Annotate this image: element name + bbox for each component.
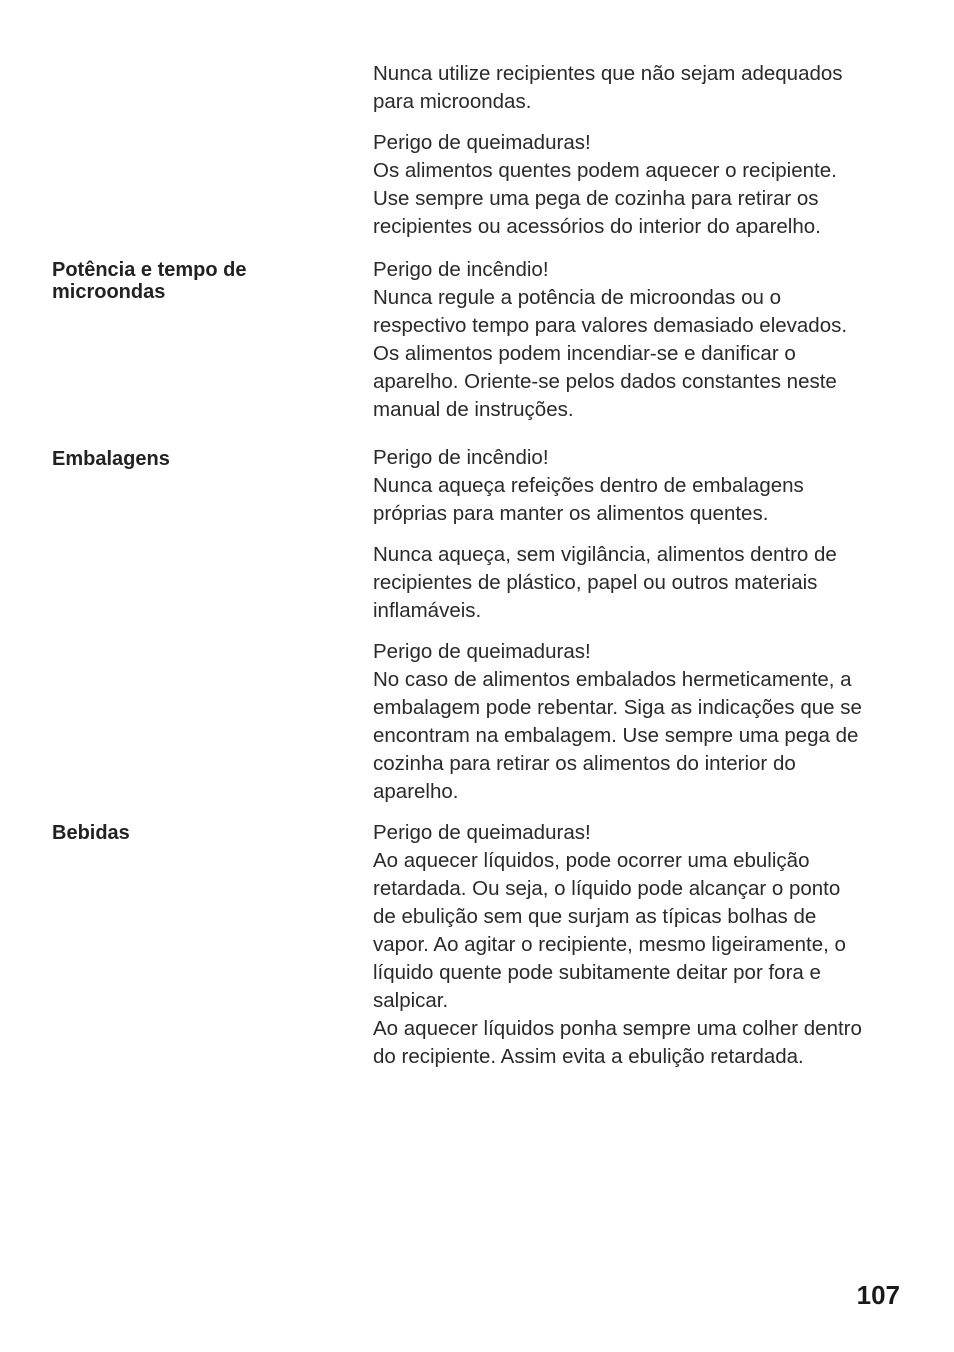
text-line: líquido quente pode subitamente deitar por fora e bbox=[373, 961, 821, 984]
text-line: encontram na embalagem. Use sempre uma pega de bbox=[373, 724, 859, 747]
text-line: Ao aquecer líquidos, pode ocorrer uma ebulição bbox=[373, 849, 810, 872]
text-line: manual de instruções. bbox=[373, 398, 574, 421]
section-paragraph bbox=[373, 638, 913, 806]
text-line: aparelho. bbox=[373, 780, 459, 803]
text-line: Nunca utilize recipientes que não sejam adequados bbox=[373, 62, 843, 85]
intro-paragraph-2 bbox=[373, 129, 913, 241]
text-line: para microondas. bbox=[373, 90, 532, 113]
text-line: aparelho. Oriente-se pelos dados constantes neste bbox=[373, 370, 837, 393]
text-line: Ao aquecer líquidos ponha sempre uma colher dentro bbox=[373, 1017, 862, 1040]
text-line: Perigo de incêndio! bbox=[373, 258, 549, 281]
text-line: Perigo de incêndio! bbox=[373, 446, 549, 469]
section-body bbox=[373, 819, 913, 1084]
text-line: respectivo tempo para valores demasiado elevados. bbox=[373, 314, 848, 337]
text-line: Nunca aqueça, sem vigilância, alimentos dentro de bbox=[373, 543, 837, 566]
text-line: recipientes ou acessórios do interior do aparelho. bbox=[373, 215, 821, 238]
text-line: do recipiente. Assim evita a ebulição retardada. bbox=[373, 1045, 804, 1068]
text-line: Use sempre uma pega de cozinha para retirar os bbox=[373, 187, 819, 210]
text-line: Os alimentos quentes podem aquecer o recipiente. bbox=[373, 159, 837, 182]
page-number: 107 bbox=[856, 1280, 900, 1310]
text-line: Perigo de queimaduras! bbox=[373, 131, 591, 154]
section-body bbox=[373, 444, 913, 819]
section-paragraph bbox=[373, 256, 913, 424]
text-line: Perigo de queimaduras! bbox=[373, 821, 591, 844]
intro-paragraph-1 bbox=[373, 60, 913, 116]
text-line: inflamáveis. bbox=[373, 599, 482, 622]
section-body bbox=[373, 256, 913, 437]
text-line: No caso de alimentos embalados hermeticamente, a bbox=[373, 668, 852, 691]
text-line: Nunca aqueça refeições dentro de embalagens bbox=[373, 474, 804, 497]
text-line: próprias para manter os alimentos quentes. bbox=[373, 502, 769, 525]
text-line: Nunca regule a potência de microondas ou o bbox=[373, 286, 781, 309]
text-line: Perigo de queimaduras! bbox=[373, 640, 591, 663]
section-label: Potência e tempo de microondas bbox=[52, 259, 247, 303]
text-line: de ebulição sem que surjam as típicas bolhas de bbox=[373, 905, 817, 928]
text-line: Os alimentos podem incendiar-se e danificar o bbox=[373, 342, 796, 365]
section-label: Bebidas bbox=[52, 822, 130, 844]
text-line: retardada. Ou seja, o líquido pode alcançar o ponto bbox=[373, 877, 841, 900]
section-paragraph bbox=[373, 444, 913, 528]
text-line: cozinha para retirar os alimentos do interior do bbox=[373, 752, 796, 775]
text-line: vapor. Ao agitar o recipiente, mesmo ligeiramente, o bbox=[373, 933, 846, 956]
section-label: Embalagens bbox=[52, 448, 170, 470]
section-paragraph bbox=[373, 819, 913, 1071]
text-line: embalagem pode rebentar. Siga as indicações que se bbox=[373, 696, 862, 719]
text-line: salpicar. bbox=[373, 989, 449, 1012]
intro-body bbox=[373, 60, 913, 254]
section-paragraph bbox=[373, 541, 913, 625]
text-line: recipientes de plástico, papel ou outros materiais bbox=[373, 571, 818, 594]
